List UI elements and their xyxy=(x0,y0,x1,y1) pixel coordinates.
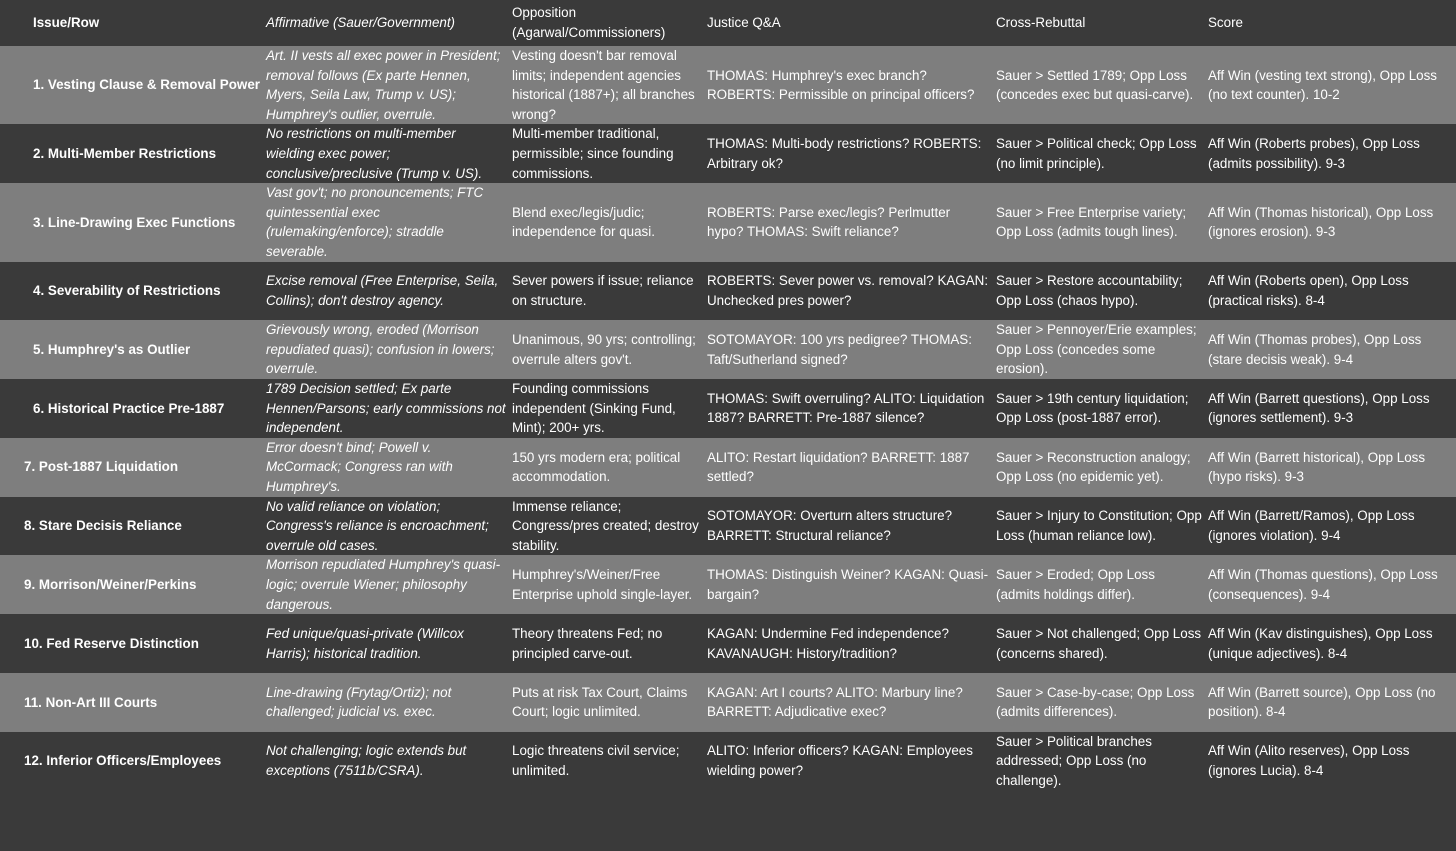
issue-cell: 2. Multi-Member Restrictions xyxy=(33,145,217,161)
score-cell: Aff Win (Barrett questions), Opp Loss (ignores settlement). 9-3 xyxy=(1208,390,1430,426)
justice-qa-cell: ROBERTS: Parse exec/legis? Perlmutter hypo? THOMAS: Swift reliance? xyxy=(707,204,951,240)
issue-cell: 7. Post-1887 Liquidation xyxy=(24,459,179,475)
cross-rebuttal-cell: Sauer > Eroded; Opp Loss (admits holdings differ). xyxy=(996,567,1155,602)
issue-cell: 3. Line-Drawing Exec Functions xyxy=(33,214,236,230)
affirmative-cell: Fed unique/quasi-private (Willcox Harris); historical tradition. xyxy=(266,625,464,661)
issue-cell: 11. Non-Art III Courts xyxy=(24,694,158,710)
header-affirmative: Affirmative (Sauer/Government) xyxy=(262,0,508,46)
score-cell: Aff Win (Thomas questions), Opp Loss (consequences). 9-4 xyxy=(1208,567,1438,602)
table-row xyxy=(0,124,1456,183)
table-row xyxy=(0,46,1456,124)
affirmative-cell: No restrictions on multi-member wielding exec power; conclusive/preclusive (Trump v. US). xyxy=(266,126,483,181)
justice-qa-cell: THOMAS: Swift overruling? ALITO: Liquidation 1887? BARRETT: Pre-1887 silence? xyxy=(707,390,985,426)
affirmative-cell: Vast gov't; no pronouncements; FTC quintessential exec (rulemaking/enforce); straddle severable. xyxy=(266,185,484,259)
opposition-cell: Logic threatens civil service; unlimited. xyxy=(512,743,680,779)
issue-cell: 12. Inferior Officers/Employees xyxy=(24,753,222,769)
issue-cell: 1. Vesting Clause & Removal Power xyxy=(33,77,260,93)
score-cell: Aff Win (Thomas historical), Opp Loss (ignores erosion). 9-3 xyxy=(1208,204,1434,240)
issue-cell: 5. Humphrey's as Outlier xyxy=(33,341,191,357)
opposition-cell: Theory threatens Fed; no principled carve-out. xyxy=(512,625,663,661)
table-row xyxy=(0,379,1456,438)
opposition-cell: Humphrey's/Weiner/Free Enterprise uphold single-layer. xyxy=(512,567,693,602)
table-row xyxy=(0,262,1456,321)
justice-qa-cell: SOTOMAYOR: 100 yrs pedigree? THOMAS: Taft/Sutherland signed? xyxy=(707,332,972,367)
opposition-cell: Blend exec/legis/judic; independence for quasi. xyxy=(512,204,655,240)
opposition-cell: Unanimous, 90 yrs; controlling; overrule alters gov't. xyxy=(512,332,696,367)
opposition-cell: Founding commissions independent (Sinking Fund, Mint); 200+ yrs. xyxy=(512,381,676,436)
affirmative-cell: Line-drawing (Frytag/Ortiz); not challenged; judicial vs. exec. xyxy=(266,684,452,720)
score-cell: Aff Win (Kav distinguishes), Opp Loss (unique adjectives). 8-4 xyxy=(1208,625,1433,661)
issue-cell: 6. Historical Practice Pre-1887 xyxy=(33,400,225,416)
score-cell: Aff Win (Barrett historical), Opp Loss (hypo risks). 9-3 xyxy=(1208,449,1426,485)
opposition-cell: Vesting doesn't bar removal limits; independent agencies historical (1887+); all branches wrong? xyxy=(512,48,695,122)
justice-qa-cell: ALITO: Restart liquidation? BARRETT: 1887 settled? xyxy=(707,449,970,485)
header-issue: Issue/Row xyxy=(0,0,262,46)
opposition-cell: Immense reliance; Congress/pres created; destroy stability. xyxy=(512,498,699,553)
cross-rebuttal-cell: Sauer > Political check; Opp Loss (no limit principle). xyxy=(996,136,1197,171)
score-cell: Aff Win (Roberts probes), Opp Loss (admits possibility). 9-3 xyxy=(1208,136,1420,171)
affirmative-cell: No valid reliance on violation; Congress's reliance is encroachment; overrule old cases. xyxy=(266,498,489,553)
justice-qa-cell: THOMAS: Multi-body restrictions? ROBERTS: Arbitrary ok? xyxy=(707,136,982,171)
affirmative-cell: Grievously wrong, eroded (Morrison repudiated quasi); confusion in lowers; overrule. xyxy=(266,322,495,377)
opposition-cell: Sever powers if issue; reliance on structure. xyxy=(512,273,694,308)
justice-qa-cell: KAGAN: Art I courts? ALITO: Marbury line? BARRETT: Adjudicative exec? xyxy=(707,684,963,720)
affirmative-cell: Not challenging; logic extends but exceptions (7511b/CSRA). xyxy=(266,743,467,779)
cross-rebuttal-cell: Sauer > Case-by-case; Opp Loss (admits differences). xyxy=(996,684,1195,720)
justice-qa-cell: ALITO: Inferior officers? KAGAN: Employees wielding power? xyxy=(707,743,973,779)
opposition-cell: 150 yrs modern era; political accommodation. xyxy=(512,449,681,485)
score-cell: Aff Win (Barrett source), Opp Loss (no position). 8-4 xyxy=(1208,684,1436,720)
opposition-cell: Multi-member traditional, permissible; since founding commissions. xyxy=(512,126,674,181)
justice-qa-cell: THOMAS: Distinguish Weiner? KAGAN: Quasi-bargain? xyxy=(707,567,989,602)
issue-cell: 10. Fed Reserve Distinction xyxy=(24,635,199,651)
header-cross-rebuttal: Cross-Rebuttal xyxy=(992,0,1204,46)
table-row xyxy=(0,555,1456,614)
score-cell: Aff Win (Thomas probes), Opp Loss (stare decisis weak). 9-4 xyxy=(1208,332,1422,367)
affirmative-cell: Excise removal (Free Enterprise, Seila, Collins); don't destroy agency. xyxy=(266,273,499,308)
affirmative-cell: Morrison repudiated Humphrey's quasi-logic; overrule Wiener; philosophy dangerous. xyxy=(266,557,501,612)
opposition-cell: Puts at risk Tax Court, Claims Court; logic unlimited. xyxy=(512,684,688,720)
header-score: Score xyxy=(1204,0,1456,46)
cross-rebuttal-cell: Sauer > Settled 1789; Opp Loss (concedes exec but quasi-carve). xyxy=(996,67,1194,103)
table-row xyxy=(0,320,1456,379)
justice-qa-cell: KAGAN: Undermine Fed independence? KAVANAUGH: History/tradition? xyxy=(707,625,949,661)
cross-rebuttal-cell: Sauer > Injury to Constitution; Opp Loss (human reliance low). xyxy=(996,508,1202,544)
cross-rebuttal-cell: Sauer > Not challenged; Opp Loss (concerns shared). xyxy=(996,625,1202,661)
justice-qa-cell: SOTOMAYOR: Overturn alters structure? BARRETT: Structural reliance? xyxy=(707,508,953,544)
cross-rebuttal-cell: Sauer > Pennoyer/Erie examples; Opp Loss (concedes some erosion). xyxy=(996,322,1197,377)
header-justice-qa: Justice Q&A xyxy=(703,0,992,46)
table-row xyxy=(0,438,1456,497)
score-cell: Aff Win (Barrett/Ramos), Opp Loss (ignores violation). 9-4 xyxy=(1208,508,1415,544)
issue-cell: 4. Severability of Restrictions xyxy=(33,283,221,299)
justice-qa-cell: ROBERTS: Sever power vs. removal? KAGAN: Unchecked pres power? xyxy=(707,273,989,308)
affirmative-cell: 1789 Decision settled; Ex parte Hennen/Parsons; early commissions not independent. xyxy=(266,381,506,436)
cross-rebuttal-cell: Sauer > Free Enterprise variety; Opp Loss (admits tough lines). xyxy=(996,204,1187,240)
justice-qa-cell: THOMAS: Humphrey's exec branch? ROBERTS: Permissible on principal officers? xyxy=(707,67,975,103)
header-opposition: Opposition (Agarwal/Commissioners) xyxy=(508,0,703,46)
table-row xyxy=(0,183,1456,261)
table-row xyxy=(0,732,1456,791)
cross-rebuttal-cell: Sauer > Reconstruction analogy; Opp Loss (no epidemic yet). xyxy=(996,449,1191,485)
table-row xyxy=(0,497,1456,556)
table-row xyxy=(0,614,1456,673)
issue-cell: 8. Stare Decisis Reliance xyxy=(24,518,182,534)
score-cell: Aff Win (Alito reserves), Opp Loss (ignores Lucia). 8-4 xyxy=(1208,743,1410,779)
cross-rebuttal-cell: Sauer > 19th century liquidation; Opp Loss (post-1887 error). xyxy=(996,390,1189,426)
affirmative-cell: Error doesn't bind; Powell v. McCormack; Congress ran with Humphrey's. xyxy=(266,439,453,495)
score-cell: Aff Win (vesting text strong), Opp Loss (no text counter). 10-2 xyxy=(1208,67,1437,103)
table-row xyxy=(0,673,1456,732)
affirmative-cell: Art. II vests all exec power in President; removal follows (Ex parte Hennen, Myers, Seila Law, Trump v. US); Humphrey's outlier, overrule. xyxy=(266,48,501,122)
cross-rebuttal-cell: Sauer > Restore accountability; Opp Loss (chaos hypo). xyxy=(996,273,1183,308)
issue-cell: 9. Morrison/Weiner/Perkins xyxy=(24,577,197,592)
header-row xyxy=(0,0,1456,46)
score-cell: Aff Win (Roberts open), Opp Loss (practical risks). 8-4 xyxy=(1208,273,1409,308)
cross-rebuttal-cell: Sauer > Political branches addressed; Opp Loss (no challenge). xyxy=(996,733,1152,788)
